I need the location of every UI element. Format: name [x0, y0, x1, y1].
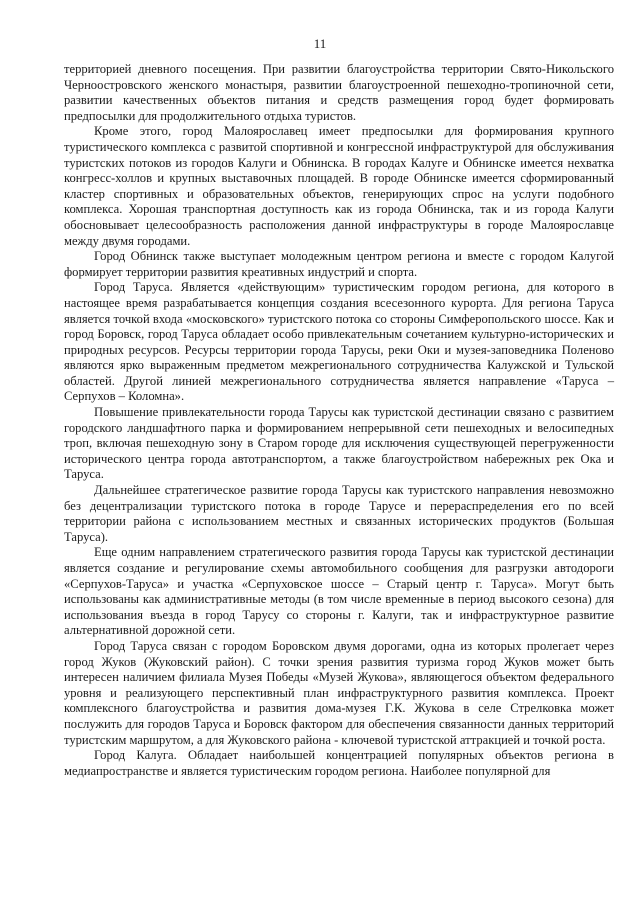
paragraph-zhukov: Город Таруса связан с городом Боровском двумя дорогами, одна из которых пролегает через город Жуков (Жуковский район). С точки зрения развития туризма город Жуков может быть интересен наличием филиала Музея Победы «Музей Жукова», являющегося объектом федерального уровня и реализующего перспективный план инфраструктурного развития комплекса. Проект комплексного благоустройства и развития дома-музея Г.К. Жукова в селе Стрелковка может послужить для городов Таруса и Боровск фактором для обеспечения связанности данных территорий туристским маршрутом, а для Жуковского района - ключевой туристской аттракцией и точкой роста.	[64, 638, 614, 747]
paragraph-tarusa: Город Таруса. Является «действующим» туристическим городом региона, для которого в настоящее время разрабатывается концепция создания всесезонного курорта. Для региона Таруса является точкой входа «московского» туристского потока со стороны Симферопольского шоссе. Как и город Боровск, город Таруса обладает особо привлекательным сочетанием культурно-исторических и природных ресурсов. Ресурсы территории города Тарусы, реки Оки и музея-заповедника Поленово являются ярко выраженным предметом межрегионального сотрудничества Калужской и Тульской областей. Другой линией межрегионального сотрудничества является направление «Таруса – Серпухов – Коломна».	[64, 280, 614, 404]
paragraph-tarusa-attractiveness: Повышение привлекательности города Тарусы как туристской дестинации связано с развитием городского ландшафтного парка и формированием непрерывной сети пешеходных и велосипедных троп, включая пешеходную зону в Старом городе для исключения существующей перегруженности исторического центра города автотранспортом, а также благоустройством набережных рек Ока и Таруса.	[64, 405, 614, 482]
paragraph-kaluga: Город Калуга. Обладает наибольшей концентрацией популярных объектов региона в медиапространстве и является туристическим городом региона. Наиболее популярной для	[64, 748, 614, 778]
paragraph-maloyaroslavets: Кроме этого, город Малоярославец имеет предпосылки для формирования крупного туристического комплекса с развитой спортивной и конгрессной инфраструктурой для обслуживания туристских потоков из городов Калуги и Обнинска. В городах Калуге и Обнинске имеется нехватка конгресс-холлов и крупных выставочных площадей. В городе Обнинске имеется сформированный кластер спортивных и образовательных объектов, генерирующих спрос на услуги подобного комплекса. Хорошая транспортная доступность как из города Обнинска, так и из города Калуги обосновывает целесообразность расположения данной инфраструктуры в городе Малоярославце между двумя городами.	[64, 124, 614, 248]
paragraph-continued: территорией дневного посещения. При развитии благоустройства территории Свято-Никольского Черноостровского женского монастыря, развитии благоустроенной пешеходно-тропиночной сети, развитии качественных объектов питания и средств размещения город будет формировать предпосылки для продолжительного отдыха туристов.	[64, 62, 614, 123]
paragraph-obninsk: Город Обнинск также выступает молодежным центром региона и вместе с городом Калугой формирует территории развития креативных индустрий и спорта.	[64, 249, 614, 279]
page-number: 11	[313, 36, 327, 51]
paragraph-tarusa-development: Дальнейшее стратегическое развитие города Тарусы как туристского направления невозможно без децентрализации туристского потока в городе Тарусе и перераспределения его по всей территории района с использованием местных и связанных исторических продуктов (Большая Таруса).	[64, 483, 614, 544]
text-body	[64, 62, 614, 779]
paragraph-tarusa-transport: Еще одним направлением стратегического развития города Тарусы как туристской дестинации является создание и регулирование схемы автомобильного сообщения для разгрузки автодороги «Серпухов-Таруса» и участка «Серпуховское шоссе – Старый центр г. Таруса». Могут быть использованы как административные методы (в том числе временные в период высокого сезона) для использования въезда в город Тарусу со стороны г. Калуги, так и инфраструктурное развитие альтернативной дорожной сети.	[64, 545, 614, 638]
